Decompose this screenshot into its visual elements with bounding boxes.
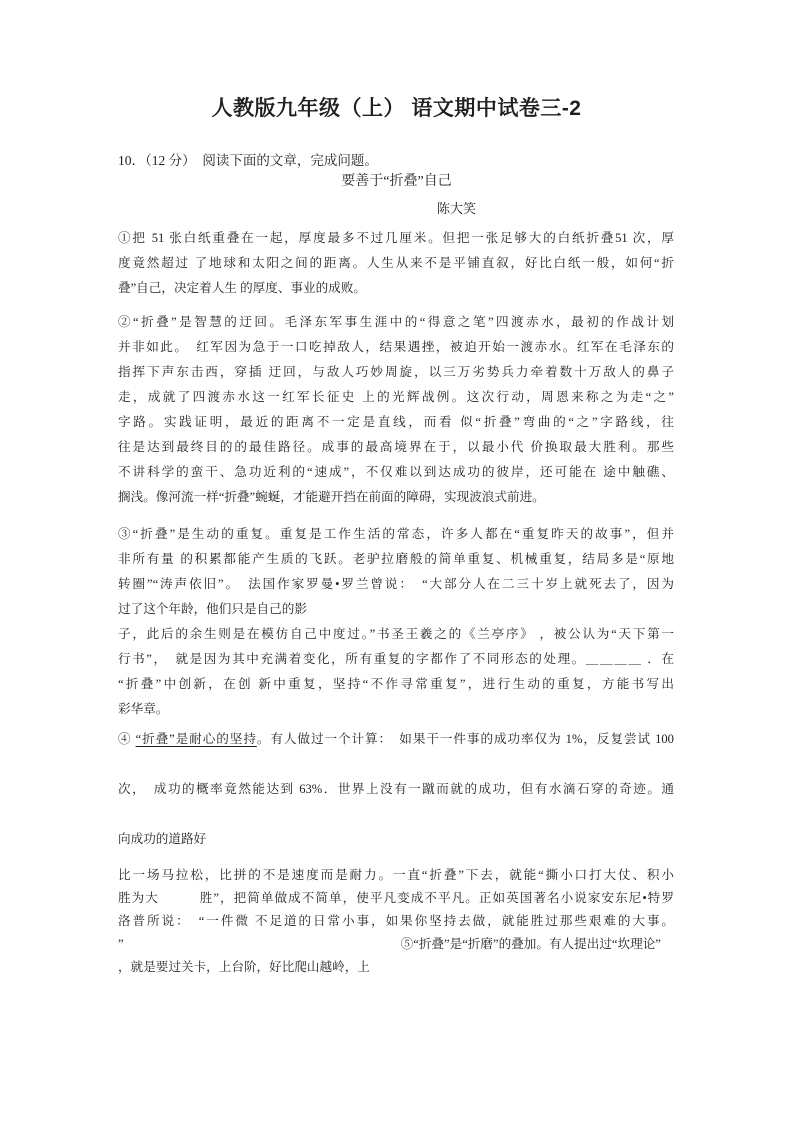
text-segment: ，就是要过关卡，上台阶，好比爬山越岭，上 <box>118 960 370 974</box>
text-segment: 转圈”“涛声依旧”。 法国作家罗曼•罗兰曾说： “大部分人在二三十岁上就死去了，因为 <box>118 577 674 591</box>
text-segment: 胜为大 胜”，把简单做成不简单，使平凡变成不平凡。正如英国著名小说家安东尼•特罗 <box>118 891 674 905</box>
text-segment: “折叠”中创新，在创 新中重复，坚持“不作寻常重复”，进行生动的重复，方能书写出 <box>118 677 674 691</box>
text-segment: 行书”， 就是因为其中充满着变化，所有重复的字都作了不同形态的处理。＿＿＿＿ ．在 <box>118 652 674 666</box>
essay-line <box>118 385 674 410</box>
essay-line <box>118 597 674 622</box>
essay-line <box>118 485 674 510</box>
essay-line <box>118 764 674 814</box>
essay-line <box>118 814 674 864</box>
essay-line <box>118 910 674 933</box>
text-segment: 次， 成功的概率竟然能达到 63%．世界上没有一蹴而就的成功，但有水滴石穿的奇迹。通 <box>118 782 674 796</box>
essay-line <box>118 435 674 460</box>
paragraph-1 <box>118 226 674 301</box>
question-header: 10．（12 分） 阅读下面的文章，完成问题。 <box>118 153 378 168</box>
essay-line <box>118 864 674 887</box>
essay-author: 陈大笑 <box>436 201 476 216</box>
text-segment: 叠”自己，决定着人生 的厚度、事业的成败。 <box>118 281 367 295</box>
essay-line <box>118 226 674 251</box>
text-segment: 。有人做过一个计算： 如果干一件事的成功率仅为 1%，反复尝试 100 <box>256 732 674 746</box>
paragraph-3a <box>118 522 674 622</box>
essay-line <box>118 647 674 672</box>
essay-line <box>118 622 674 647</box>
essay-line <box>118 251 674 276</box>
text-segment: 走，成就了四渡赤水这一红军长征史 上的光辉战例。这次行动，周恩来称之为走“之” <box>118 390 674 404</box>
essay-line <box>118 672 674 697</box>
essay-line <box>118 335 674 360</box>
essay-body <box>118 226 674 979</box>
text-segment: ②“折叠”是智慧的迂回。毛泽东军事生涯中的“得意之笔”四渡赤水，最初的作战计划 <box>118 315 674 329</box>
text-segment: 比一场马拉松，比拼的不是速度而是耐力。一直“折叠”下去，就能“撕小口打大仗、积小 <box>118 868 674 882</box>
essay-title: 要善于“折叠”自己 <box>341 174 452 189</box>
text-segment: 搁浅。像河流一样“折叠”蜿蜒，才能避开挡在前面的障碍，实现波浪式前进。 <box>118 490 545 504</box>
text-segment: 过了这个年龄，他们只是自己的影 <box>118 602 307 616</box>
essay-line <box>118 310 674 335</box>
text-segment: 字路。实践证明，最近的距离不一定是直线，而看 似“折叠”弯曲的“之”字路线，往 <box>118 415 674 429</box>
essay-line <box>118 522 674 547</box>
essay-line <box>118 933 674 956</box>
underlined-phrase: “折叠”是耐心的坚持 <box>135 732 257 746</box>
text-segment: ③“折叠”是生动的重复。重复是工作生活的常态，许多人都在“重复昨天的故事”，但并 <box>118 527 674 541</box>
essay-line <box>118 360 674 385</box>
paragraph-3b <box>118 622 674 722</box>
text-segment: 并非如此。 红军因为急于一口吃掉敌人，结果遇挫，被迫开始一渡赤水。红军在毛泽东的 <box>118 340 674 354</box>
essay-line <box>118 460 674 485</box>
text-segment: ①把 51 张白纸重叠在一起，厚度最多不过几厘米。但把一张足够大的白纸折叠51 次，厚 <box>118 231 674 245</box>
essay-line <box>118 410 674 435</box>
essay-line <box>118 276 674 301</box>
essay-line <box>118 714 674 764</box>
essay-line <box>118 887 674 910</box>
text-segment: 彩华章。 <box>118 702 169 716</box>
document-title: 人教版九年级（上） 语文期中试卷三-2 <box>211 97 582 120</box>
text-segment: 往是达到最终目的的最佳路径。成事的最高境界在于，以最小代 价换取最大胜利。那些 <box>118 440 674 454</box>
paragraph-2 <box>118 310 674 510</box>
text-segment: 度竟然超过 了地球和太阳之间的距离。人生从来不是平铺直叙，好比白纸一般，如何“折 <box>118 256 674 270</box>
text-segment: 子，此后的余生则是在模仿自己中度过。”书圣王羲之的《兰亭序》 ，被公认为“天下第一 <box>118 627 674 641</box>
text-segment: ④ <box>118 732 136 746</box>
text-segment: 指挥下声东击西，穿插 迂回，与敌人巧妙周旋，以三万劣势兵力牵着数十万敌人的鼻子 <box>118 365 674 379</box>
text-segment: 洛普所说： “一件微 不足道的日常小事，如果你坚持去做，就能胜过那些艰难的大事。 <box>118 914 674 928</box>
paragraph-5 <box>118 864 674 979</box>
text-segment: 非所有量 的积累都能产生质的飞跃。老驴拉磨般的简单重复、机械重复，结局多是“原地 <box>118 552 674 566</box>
text-segment: 不讲科学的蛮干、急功近利的“速成”，不仅难以到达成功的彼岸，还可能在 途中触礁、 <box>118 465 674 479</box>
essay-line <box>118 547 674 572</box>
essay-line <box>118 956 674 979</box>
essay-line <box>118 572 674 597</box>
text-segment: ” ⑤“折叠”是“折磨”的叠加。有人提出过“坎理论” <box>118 937 661 951</box>
paragraph-4 <box>118 714 674 864</box>
text-segment: 向成功的道路好 <box>118 832 207 846</box>
